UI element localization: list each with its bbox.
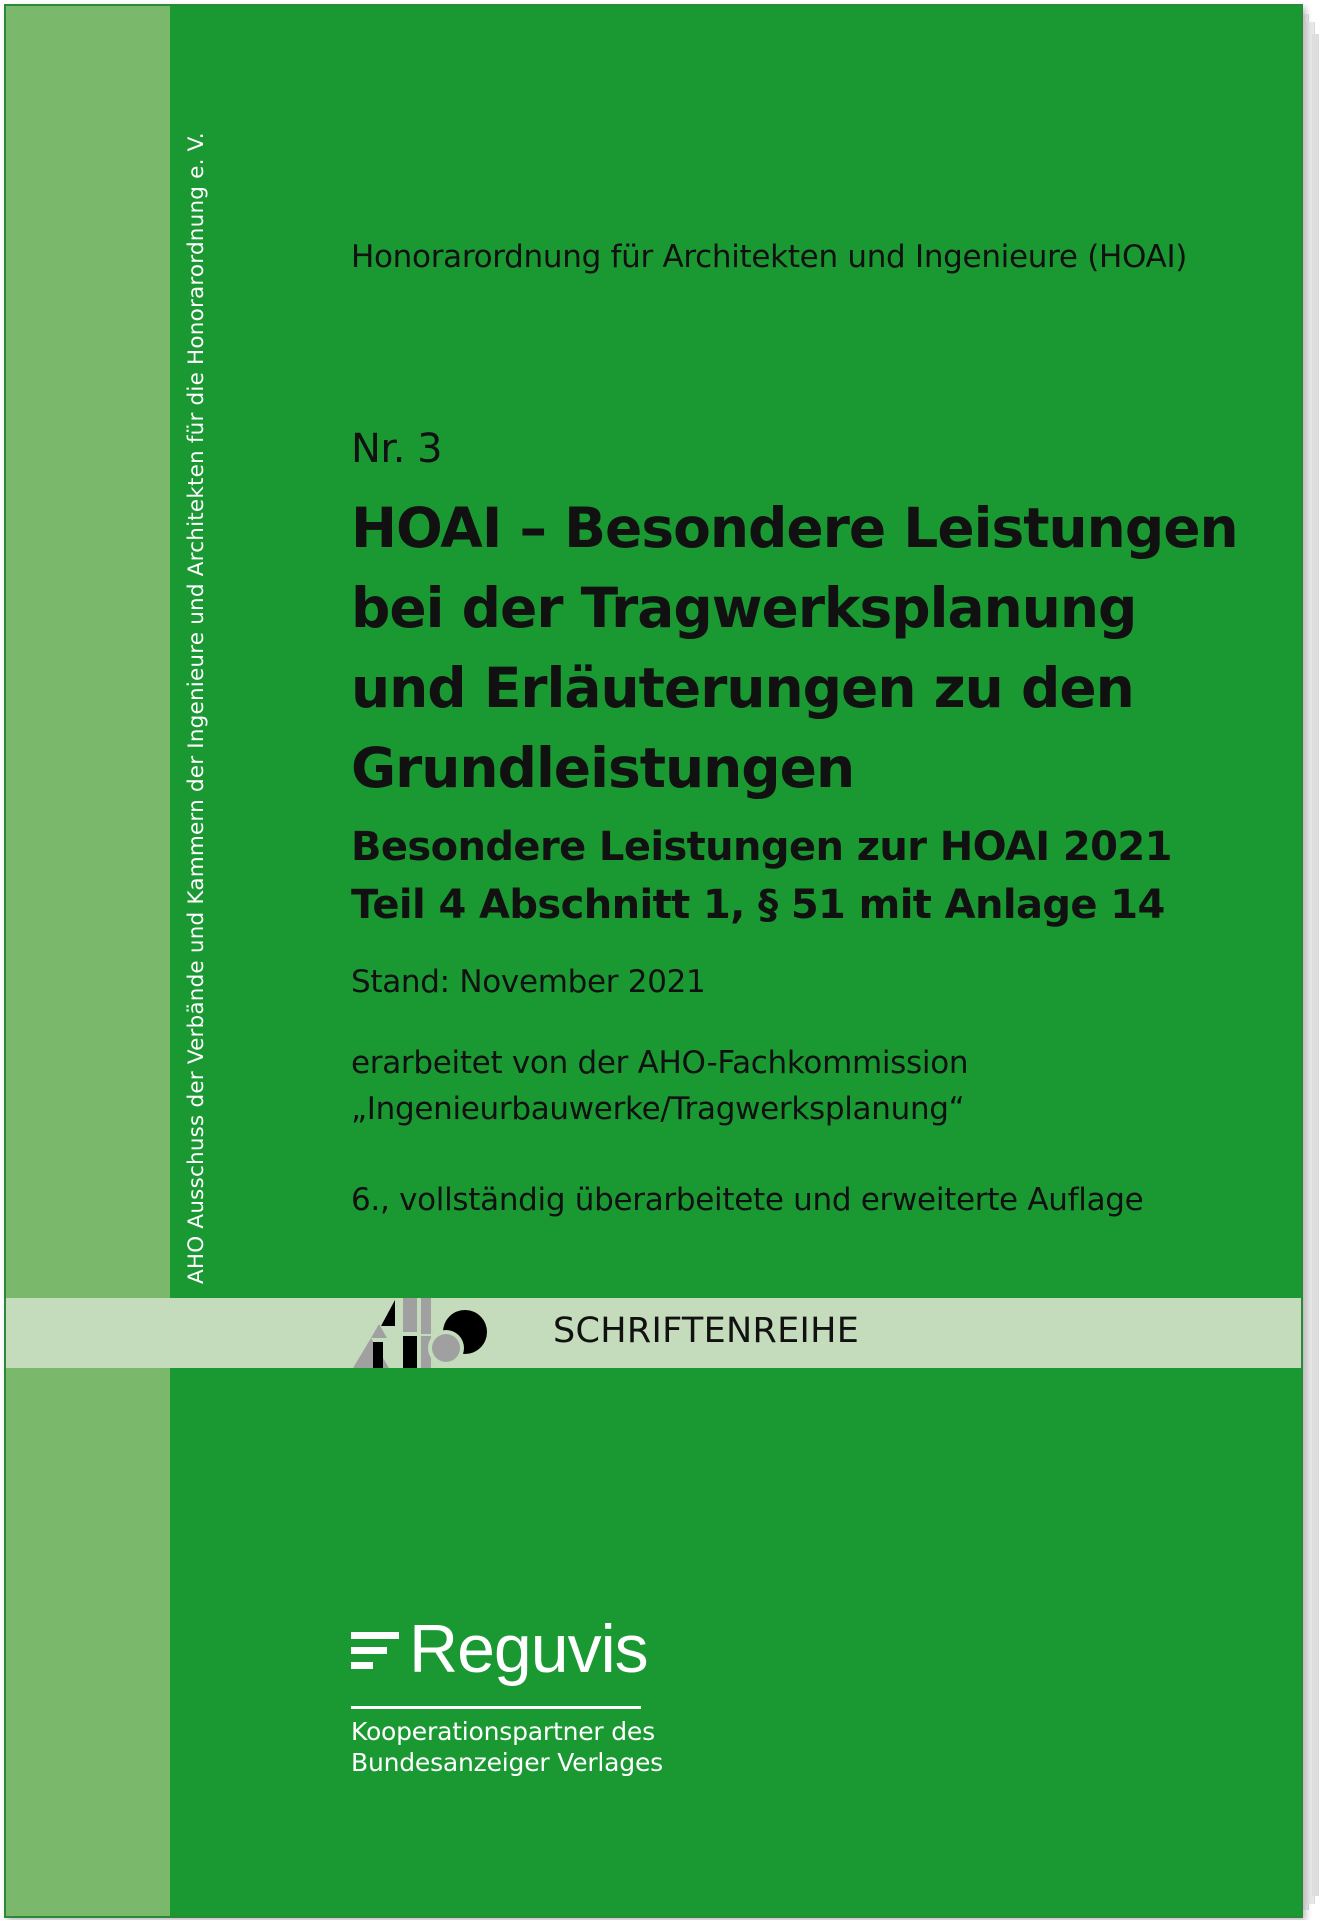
spine-strip <box>6 6 170 1916</box>
subtitle <box>351 818 1291 934</box>
main-title-line: Grundleistungen <box>351 736 855 800</box>
status-date: Stand: November 2021 <box>351 964 706 1000</box>
credit-line: „Ingenieurbauwerke/Tragwerksplanung“ <box>351 1091 965 1127</box>
aho-logo <box>351 1296 521 1368</box>
page-edge <box>1312 34 1319 1896</box>
main-title-line: bei der Tragwerksplanung <box>351 576 1137 640</box>
series-title: Honorarordnung für Architekten und Ingenieure (HOAI) <box>351 239 1188 275</box>
credit <box>351 1040 1291 1132</box>
divider <box>351 1706 641 1709</box>
main-title-line: HOAI – Besondere Leistungen <box>351 496 1238 560</box>
issue-number: Nr. 3 <box>351 426 443 472</box>
subtitle-line: Teil 4 Abschnitt 1, § 51 mit Anlage 14 <box>351 882 1165 928</box>
subtitle-line: Besondere Leistungen zur HOAI 2021 <box>351 824 1172 870</box>
publisher-tagline <box>351 1716 663 1778</box>
spine-text: AHO Ausschuss der Verbände und Kammern der Ingenieure und Architekten für die Honorarordnung e. V. <box>184 132 209 1284</box>
publisher-name: Reguvis <box>409 1611 648 1687</box>
front-cover <box>4 4 1303 1918</box>
tagline-line: Bundesanzeiger Verlages <box>351 1748 663 1777</box>
main-title-line: und Erläuterungen zu den <box>351 656 1134 720</box>
tagline-line: Kooperationspartner des <box>351 1717 655 1746</box>
credit-line: erarbeitet von der AHO-Fachkommission <box>351 1045 969 1081</box>
edition: 6., vollständig überarbeitete und erweiterte Auflage <box>351 1182 1144 1218</box>
main-title <box>351 488 1291 808</box>
series-label: SCHRIFTENREIHE <box>553 1311 860 1351</box>
reguvis-mark-icon <box>351 1632 401 1674</box>
